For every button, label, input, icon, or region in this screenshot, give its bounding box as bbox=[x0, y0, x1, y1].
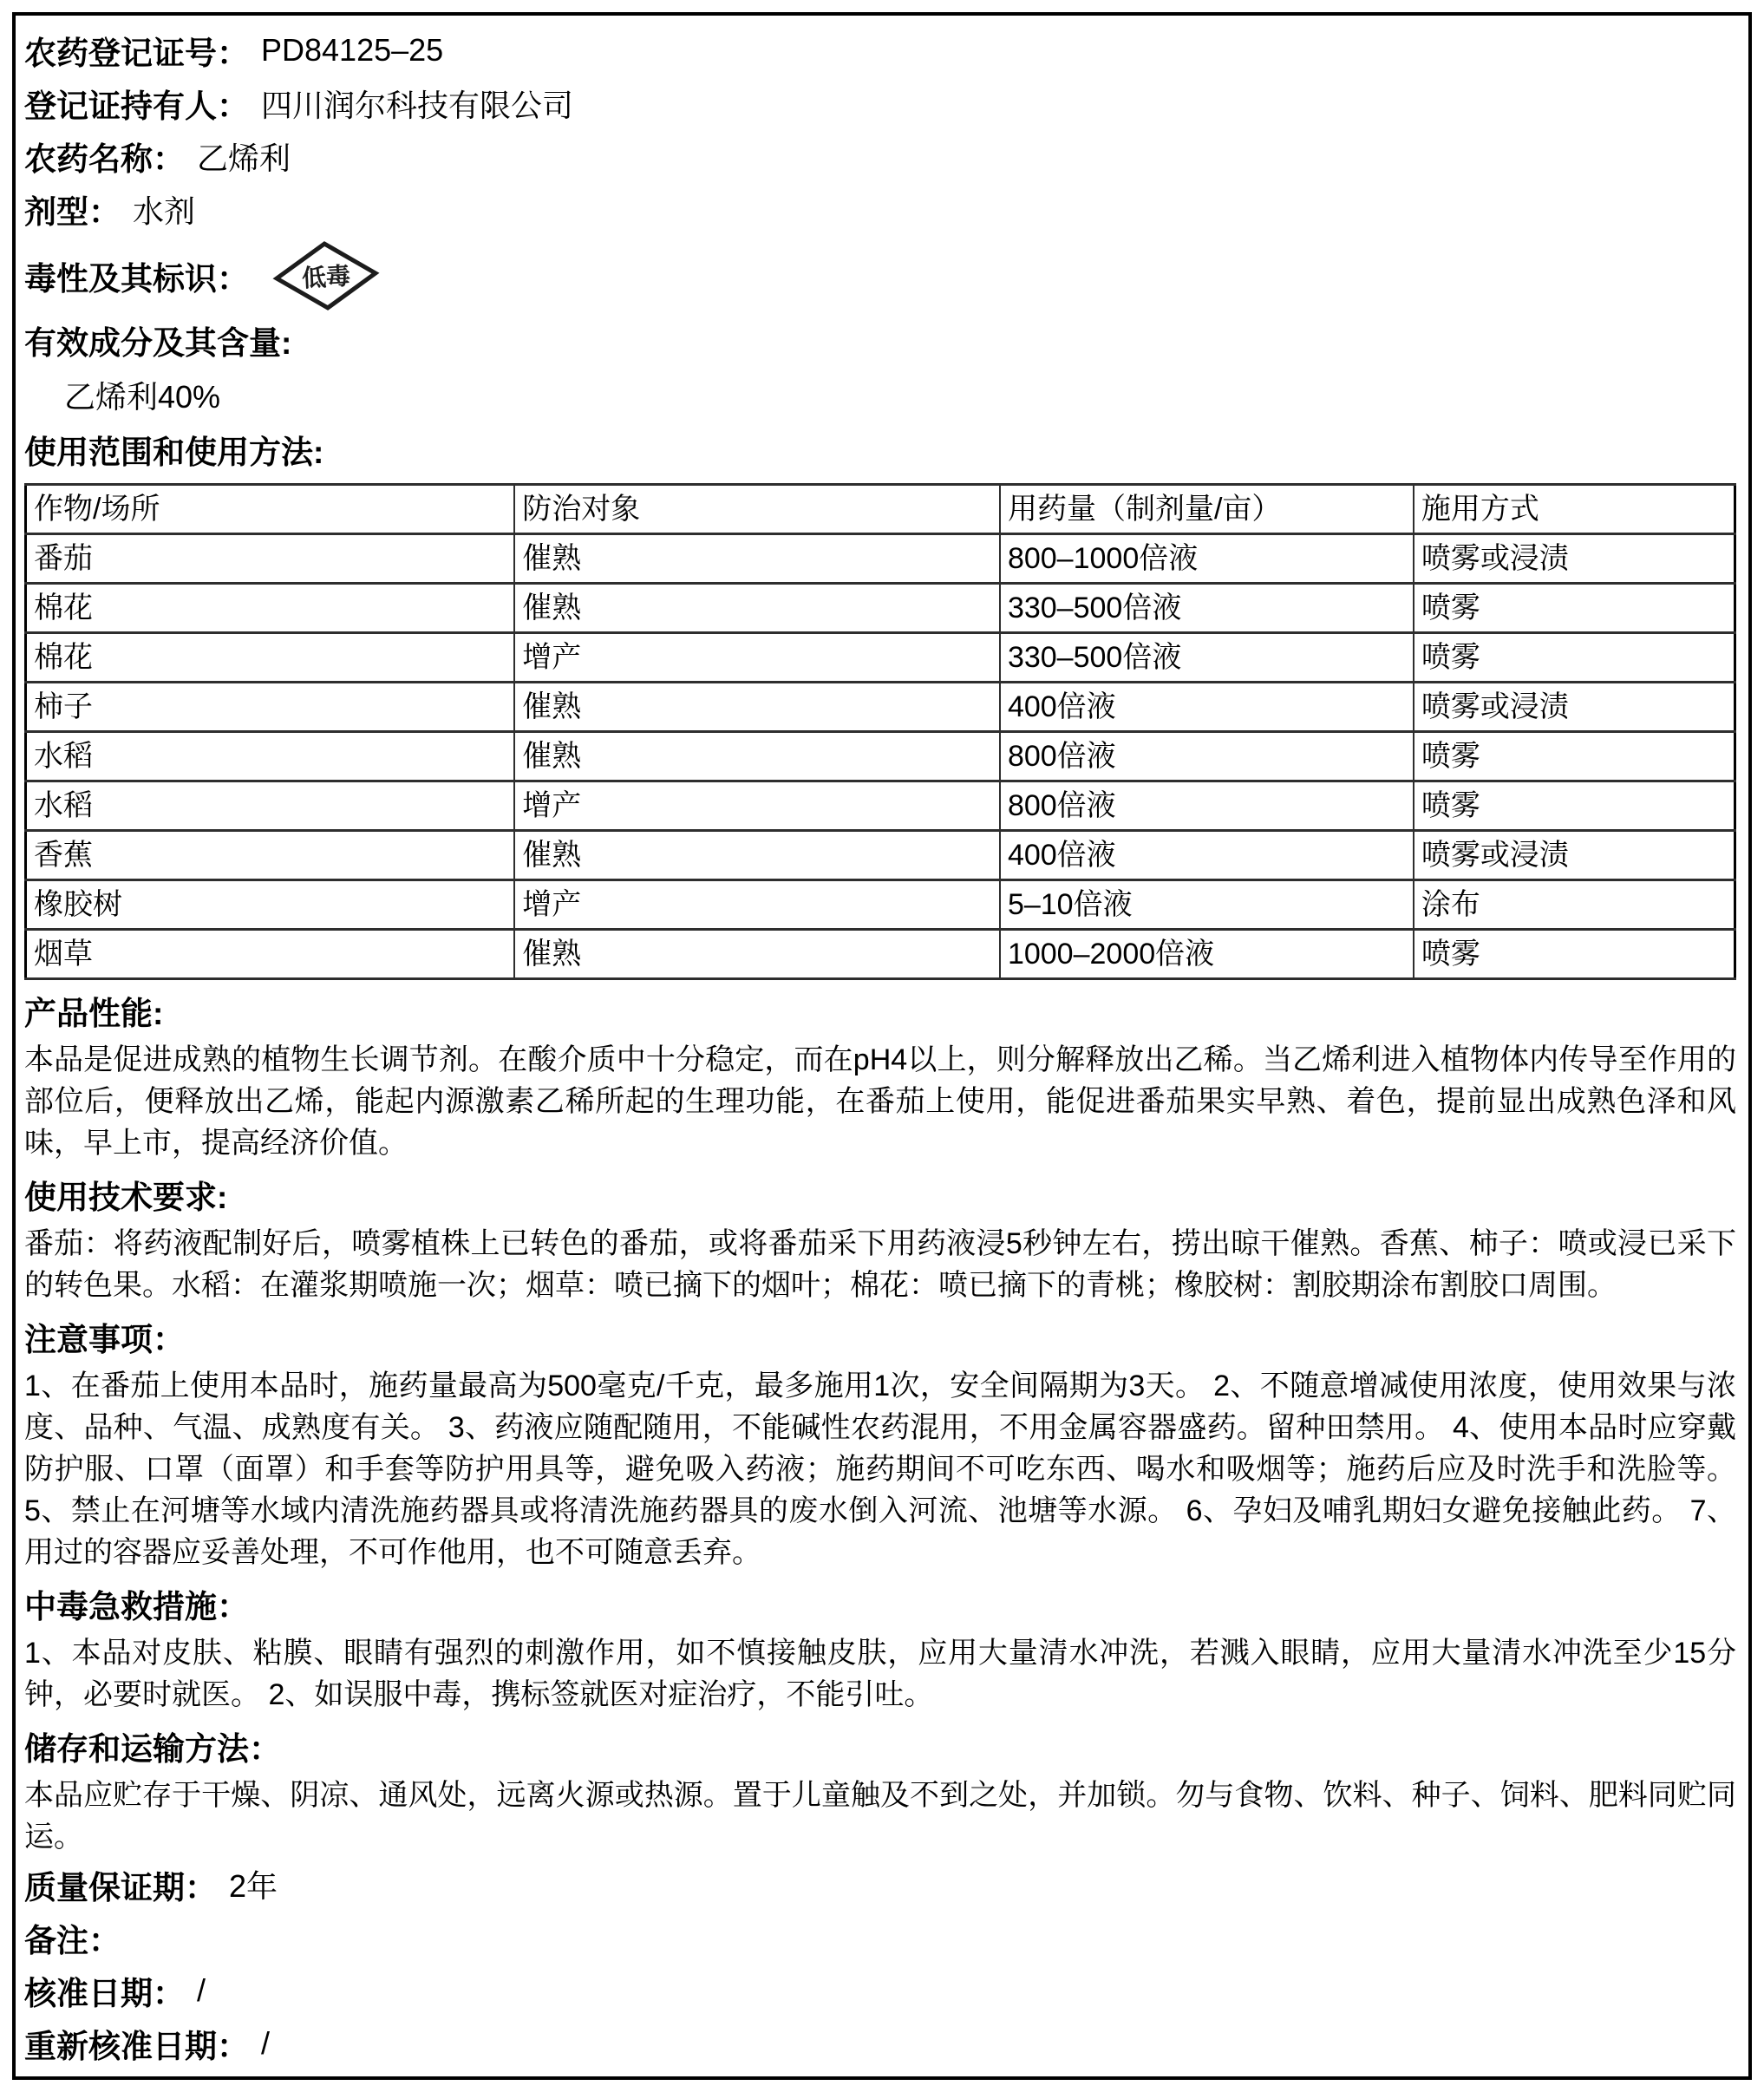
cell-target: 增产 bbox=[514, 880, 1000, 930]
table-row bbox=[26, 732, 1735, 781]
table-row bbox=[26, 880, 1735, 930]
cell-dosage: 330–500倍液 bbox=[1000, 633, 1414, 683]
section-body: 1、在番茄上使用本品时，施药量最高为500毫克/千克，最多施用1次，安全间隔期为3天。 2、不随意增减使用浓度，使用效果与浓度、品种、气温、成熟度有关。 3、药液应随配随用，不能碱性农药混用，不用金属容器盛药。留种田禁用。 4、使用本品时应穿戴防护服、口罩（面罩）和手套等防护用具等，避免吸入药液；施药期间不可吃东西、喝水和吸烟等；施药后应及时洗手和洗脸等。 5、禁止在河塘等水域内清洗施药器具或将清洗施药器具的废水倒入河流、池塘等水源。 6、孕妇及哺乳期妇女避免接触此药。 7、用过的容器应妥善处理，不可作他用，也不可随意丢弃。 bbox=[24, 1370, 1736, 1570]
ingredients-content: 乙烯利40% bbox=[64, 379, 221, 415]
cell-dosage: 800倍液 bbox=[1000, 732, 1414, 781]
cell-dosage: 5–10倍液 bbox=[1000, 880, 1414, 930]
cell-dosage: 400倍液 bbox=[1000, 683, 1414, 732]
warranty-period-value: 2年 bbox=[229, 1868, 278, 1905]
cell-method: 喷雾或浸渍 bbox=[1414, 683, 1735, 732]
cell-target: 催熟 bbox=[514, 930, 1000, 979]
cell-target: 催熟 bbox=[514, 584, 1000, 633]
cell-crop: 香蕉 bbox=[26, 831, 515, 880]
pesticide-name-label: 农药名称： bbox=[24, 141, 185, 178]
col-header-dosage: 用药量（制剂量/亩） bbox=[1000, 485, 1414, 534]
cell-dosage: 800倍液 bbox=[1000, 781, 1414, 831]
table-row bbox=[26, 534, 1735, 584]
section-body: 本品是促进成熟的植物生长调节剂。在酸介质中十分稳定，而在pH4以上，则分解释放出乙稀。当乙烯利进入植物体内传导至作用的部位后，便释放出乙烯，能起内源激素乙稀所起的生理功能，在番茄上使用，能促进番茄果实早熟、着色，提前显出成熟色泽和风味，早上市，提高经济价值。 bbox=[24, 1043, 1736, 1160]
toxicity-label: 毒性及其标识： bbox=[24, 260, 249, 297]
table-row bbox=[26, 930, 1735, 979]
cell-method: 喷雾或浸渍 bbox=[1414, 534, 1735, 584]
cell-method: 喷雾 bbox=[1414, 930, 1735, 979]
section-first-aid bbox=[24, 1573, 1736, 1716]
field-toxicity bbox=[24, 236, 1736, 315]
table-row bbox=[26, 831, 1735, 880]
cell-method: 喷雾 bbox=[1414, 633, 1735, 683]
field-remarks bbox=[24, 1911, 1736, 1964]
cell-method: 喷雾 bbox=[1414, 781, 1735, 831]
cell-target: 催熟 bbox=[514, 831, 1000, 880]
cell-crop: 番茄 bbox=[26, 534, 515, 584]
section-technical-requirements bbox=[24, 1164, 1736, 1306]
cell-crop: 棉花 bbox=[26, 633, 515, 683]
section-heading: 中毒急救措施： bbox=[24, 1589, 249, 1625]
cell-crop: 棉花 bbox=[26, 584, 515, 633]
field-approval-date bbox=[24, 1964, 1736, 2017]
registration-number-label: 农药登记证号： bbox=[24, 36, 249, 72]
approval-date-value: / bbox=[197, 1971, 206, 2008]
section-heading: 产品性能: bbox=[24, 996, 164, 1032]
low-toxicity-diamond-icon bbox=[271, 239, 381, 312]
section-body: 本品应贮存于干燥、阴凉、通风处，远离火源或热源。置于儿童触及不到之处，并加锁。勿与食物、饮料、种子、饲料、肥料同贮同运。 bbox=[24, 1779, 1736, 1854]
reapproval-date-label: 重新核准日期： bbox=[24, 2028, 249, 2064]
cell-target: 增产 bbox=[514, 781, 1000, 831]
cell-method: 涂布 bbox=[1414, 880, 1735, 930]
col-header-method: 施用方式 bbox=[1414, 485, 1735, 534]
ingredients-heading: 有效成分及其含量: bbox=[24, 325, 292, 362]
cell-target: 催熟 bbox=[514, 683, 1000, 732]
cell-crop: 柿子 bbox=[26, 683, 515, 732]
field-registration-number bbox=[24, 24, 1736, 77]
section-precautions bbox=[24, 1306, 1736, 1573]
registration-number-value: PD84125–25 bbox=[261, 32, 444, 69]
table-row bbox=[26, 584, 1735, 633]
cell-dosage: 1000–2000倍液 bbox=[1000, 930, 1414, 979]
cell-crop: 橡胶树 bbox=[26, 880, 515, 930]
field-pesticide-name bbox=[24, 130, 1736, 183]
low-toxicity-icon-text: 低毒 bbox=[301, 262, 351, 291]
field-formulation bbox=[24, 183, 1736, 236]
section-heading: 储存和运输方法： bbox=[24, 1731, 281, 1768]
field-certificate-holder bbox=[24, 77, 1736, 130]
cell-dosage: 400倍液 bbox=[1000, 831, 1414, 880]
table-row bbox=[26, 633, 1735, 683]
cell-method: 喷雾 bbox=[1414, 584, 1735, 633]
cell-crop: 烟草 bbox=[26, 930, 515, 979]
col-header-target: 防治对象 bbox=[514, 485, 1000, 534]
cell-target: 催熟 bbox=[514, 732, 1000, 781]
cell-dosage: 330–500倍液 bbox=[1000, 584, 1414, 633]
certificate-holder-label: 登记证持有人： bbox=[24, 88, 249, 125]
usage-table bbox=[24, 483, 1736, 980]
cell-crop: 水稻 bbox=[26, 781, 515, 831]
field-reapproval-date bbox=[24, 2017, 1736, 2069]
remarks-label: 备注： bbox=[24, 1922, 121, 1958]
approval-date-label: 核准日期： bbox=[24, 1975, 185, 2011]
formulation-label: 剂型： bbox=[24, 194, 121, 231]
document-border-box bbox=[12, 12, 1752, 2080]
usage-table-header-row bbox=[26, 485, 1735, 534]
field-warranty-period bbox=[24, 1858, 1736, 1911]
formulation-value: 水剂 bbox=[133, 193, 196, 229]
section-heading: 注意事项： bbox=[24, 1322, 185, 1358]
section-body: 1、本品对皮肤、粘膜、眼睛有强烈的刺激作用，如不慎接触皮肤，应用大量清水冲洗，若溅入眼睛，应用大量清水冲洗至少15分钟，必要时就医。 2、如误服中毒，携标签就医对症治疗，不能引吐。 bbox=[24, 1637, 1736, 1712]
cell-target: 催熟 bbox=[514, 534, 1000, 584]
section-body: 番茄：将药液配制好后，喷雾植株上已转色的番茄，或将番茄采下用药液浸5秒钟左右，捞出晾干催熟。香蕉、柿子：喷或浸已采下的转色果。水稻：在灌浆期喷施一次；烟草：喷已摘下的烟叶；棉花：喷已摘下的青桃；橡胶树：割胶期涂布割胶口周围。 bbox=[24, 1227, 1736, 1303]
section-storage-transport bbox=[24, 1716, 1736, 1858]
reapproval-date-value: / bbox=[261, 2024, 271, 2061]
cell-crop: 水稻 bbox=[26, 732, 515, 781]
pesticide-name-value: 乙烯利 bbox=[197, 140, 291, 176]
cell-dosage: 800–1000倍液 bbox=[1000, 534, 1414, 584]
certificate-holder-value: 四川润尔科技有限公司 bbox=[261, 87, 574, 123]
cell-target: 增产 bbox=[514, 633, 1000, 683]
col-header-crop: 作物/场所 bbox=[26, 485, 515, 534]
section-product-performance bbox=[24, 980, 1736, 1164]
table-row bbox=[26, 781, 1735, 831]
cell-method: 喷雾或浸渍 bbox=[1414, 831, 1735, 880]
table-row bbox=[26, 683, 1735, 732]
warranty-period-label: 质量保证期： bbox=[24, 1869, 217, 1906]
section-heading: 使用技术要求: bbox=[24, 1180, 228, 1216]
usage-heading: 使用范围和使用方法: bbox=[24, 435, 324, 471]
cell-method: 喷雾 bbox=[1414, 732, 1735, 781]
